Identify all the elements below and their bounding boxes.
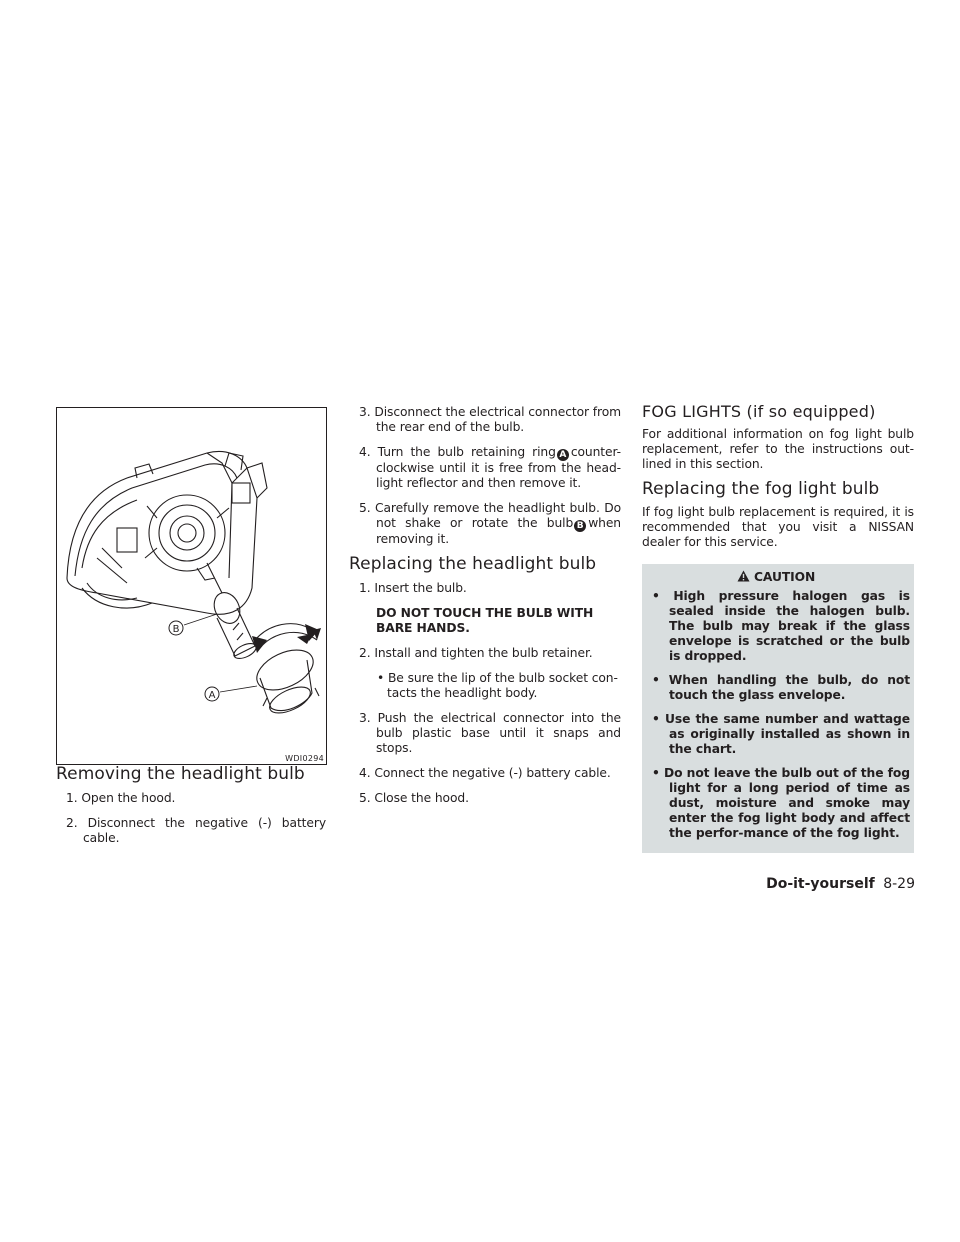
footer-page: 8-29 xyxy=(883,876,915,892)
page-footer xyxy=(766,876,915,892)
right-column xyxy=(642,404,914,853)
replace-step-5: 5. Close the hood. xyxy=(359,791,469,805)
replacing-fog-heading: Replacing the fog light bulb xyxy=(642,479,880,499)
left-column xyxy=(56,764,326,856)
replace-step-2-bullet: • Be sure the lip of the bulb socket con-tacts the headlight body. xyxy=(377,671,618,700)
step-5-text-a: 5. Carefully remove the headlight bulb. Do not shake or rotate the bulb xyxy=(359,501,621,530)
headlight-illustration xyxy=(57,408,326,764)
step-4-text-a: 4. Turn the bulb retaining ring xyxy=(359,445,556,459)
removing-heading: Removing the headlight bulb xyxy=(56,764,305,784)
step-2: 2. Disconnect the negative (-) battery cable. xyxy=(66,816,326,845)
fog-lights-heading: FOG LIGHTS (if so equipped) xyxy=(642,402,876,421)
middle-column xyxy=(349,405,621,816)
caution-item-2: • When handling the bulb, do not touch the glass envelope. xyxy=(652,673,910,702)
caution-item-1: • High pressure halogen gas is sealed inside the halogen bulb. The bulb may break if the glass envelope is scratched or the bulb is dropped. xyxy=(652,589,910,663)
replace-step-4: 4. Connect the negative (-) battery cable. xyxy=(359,766,611,780)
step-5 xyxy=(349,501,621,547)
warning-triangle-icon xyxy=(737,570,750,582)
footer-section: Do-it-yourself xyxy=(766,876,875,892)
replace-step-2: 2. Install and tighten the bulb retainer. xyxy=(359,646,593,660)
caution-item-3: • Use the same number and wattage as originally installed as shown in the chart. xyxy=(652,712,910,756)
replace-step-1: 1. Insert the bulb. xyxy=(359,581,467,595)
caution-title: CAUTION xyxy=(754,570,816,584)
label-a: A xyxy=(208,690,216,701)
step-5-text-b: when removing it. xyxy=(376,516,621,546)
label-b: B xyxy=(172,624,180,635)
replace-step-3: 3. Push the electrical connector into the bulb plastic base until it snaps and stops. xyxy=(359,711,621,755)
replacing-headlight-heading: Replacing the headlight bulb xyxy=(349,554,597,574)
step-1: 1. Open the hood. xyxy=(66,791,176,805)
step-4 xyxy=(349,445,621,491)
headlight-bulb-figure xyxy=(56,407,327,765)
bare-hands-warning: DO NOT TOUCH THE BULB WITH BARE HANDS. xyxy=(376,606,594,635)
step-3: 3. Disconnect the electrical connector from the rear end of the bulb. xyxy=(359,405,621,434)
step-4-text-b: counter-clockwise until it is free from the head-light reflector and then remove it. xyxy=(376,445,621,490)
fog-para: If fog light bulb replacement is required, it is recommended that you visit a NISSAN dealer for this service. xyxy=(642,505,914,549)
figure-code: WDI0294 xyxy=(285,754,324,763)
fog-intro: For additional information on fog light bulb replacement, refer to the instructions out-lined in this section. xyxy=(642,427,914,471)
caution-item-4: • Do not leave the bulb out of the fog light for a long period of time as dust, moisture and smoke may enter the fog light body and affect the perfor-mance of the fog light. xyxy=(652,766,910,840)
caution-header xyxy=(642,564,910,589)
badge-a: A xyxy=(557,449,569,461)
badge-b: B xyxy=(574,520,586,532)
caution-box xyxy=(642,564,914,853)
